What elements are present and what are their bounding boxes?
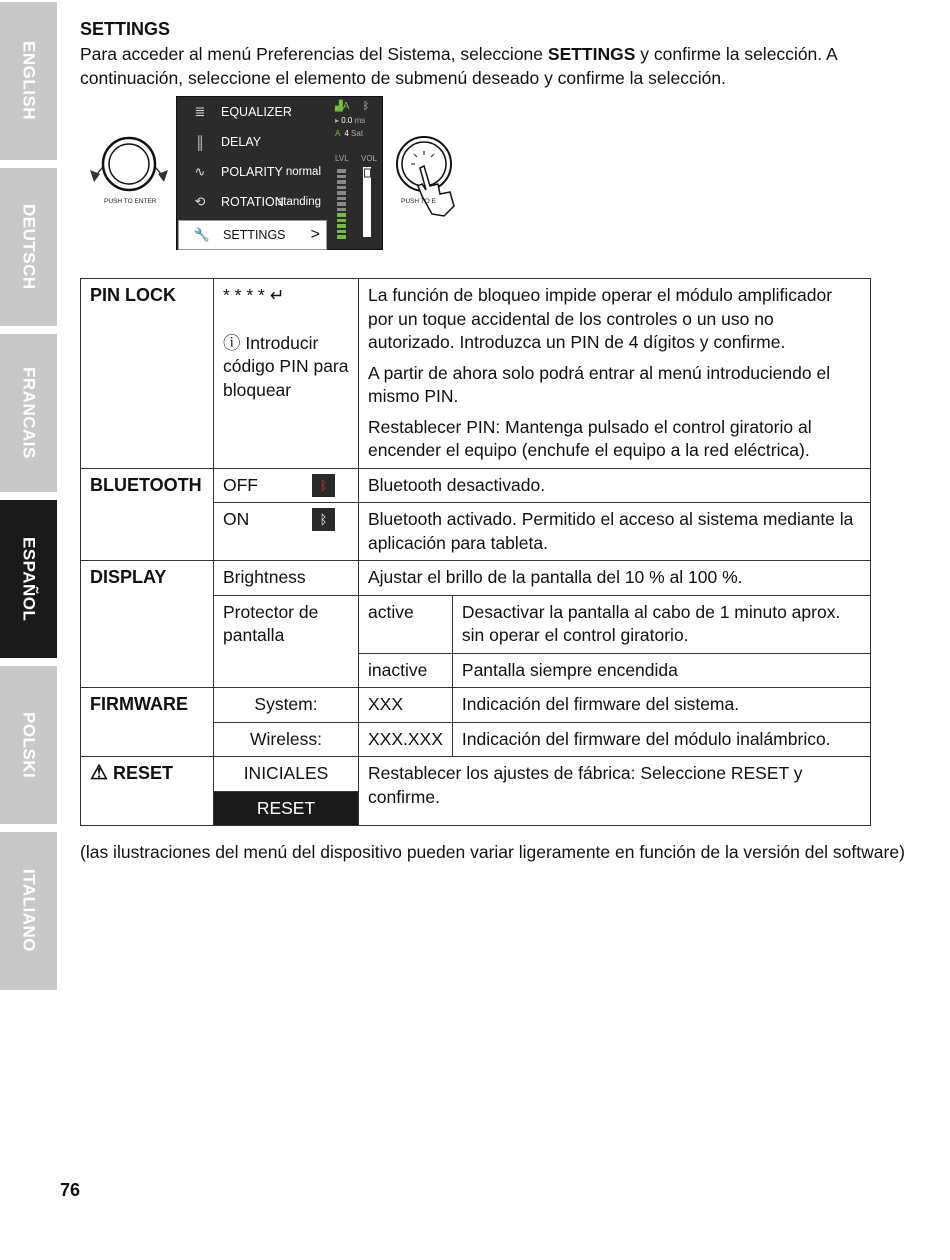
inactive-desc: Pantalla siempre encendida	[452, 653, 870, 688]
delay-readout: ▸ 0.0 ms	[335, 116, 366, 125]
tab-label: ENGLISH	[19, 41, 39, 121]
pin-hint	[223, 332, 349, 403]
bluetooth-off-icon: ᛒ	[312, 474, 335, 497]
display-menu	[177, 97, 327, 250]
system-desc: Indicación del firmware del sistema.	[452, 688, 870, 723]
wireless-desc: Indicación del firmware del módulo inalámbrico.	[452, 722, 870, 757]
preset-num: 4	[344, 129, 349, 138]
row-key: RESET	[112, 763, 173, 783]
row-key: FIRMWARE	[81, 688, 214, 757]
bt-off-cell	[214, 468, 359, 503]
system-value: XXX	[359, 688, 453, 723]
device-display	[176, 96, 383, 250]
tab-label: ITALIANO	[19, 869, 39, 953]
tab-italiano[interactable]	[0, 832, 57, 990]
footnote: (las ilustraciones del menú del dispositivo pueden variar ligeramente en función de la versión del software)	[80, 842, 905, 862]
equalizer-icon: ≣	[194, 104, 206, 119]
menu-item-polarity[interactable]	[177, 157, 327, 187]
initial-label: INICIALES	[214, 757, 359, 792]
brightness-desc: Ajustar el brillo de la pantalla del 10 % al 100 %.	[359, 561, 871, 596]
bt-off-desc: Bluetooth desactivado.	[359, 468, 871, 503]
bt-on-cell	[214, 503, 359, 561]
bt-on-label: ON	[223, 509, 250, 529]
brightness-label: Brightness	[214, 561, 359, 596]
wireless-label: Wireless:	[214, 722, 359, 757]
preset-readout	[335, 129, 363, 138]
menu-item-label: DELAY	[221, 135, 262, 149]
menu-item-label: EQUALIZER	[221, 105, 292, 119]
rotation-icon: ⟲	[194, 194, 206, 209]
settings-table	[80, 278, 871, 826]
preset-name: Sat	[351, 129, 364, 138]
tab-english[interactable]	[0, 2, 57, 160]
menu-item-equalizer[interactable]	[177, 97, 327, 127]
eq-mode-indicator: ▟A	[335, 101, 350, 112]
tab-polski[interactable]	[0, 666, 57, 824]
page-number: 76	[60, 1180, 81, 1200]
warning-icon: ⚠	[90, 762, 108, 784]
vol-label: VOL	[361, 154, 378, 163]
level-meter	[337, 169, 346, 241]
table-row-bluetooth-off	[81, 468, 871, 503]
chevron-right-icon: >	[310, 226, 320, 243]
menu-item-settings[interactable]	[178, 220, 327, 250]
push-to-enter-label: PUSH TO ENTER	[104, 198, 157, 205]
row-key: PIN LOCK	[81, 279, 214, 469]
display-status-panel	[327, 97, 382, 249]
row-key: BLUETOOTH	[81, 468, 214, 561]
bluetooth-icon: ᛒ	[363, 101, 369, 112]
wrench-icon: 🔧	[193, 227, 211, 242]
bt-off-label: OFF	[223, 474, 258, 495]
active-desc: Desactivar la pantalla al cabo de 1 minuto aprox. sin operar el control giratorio.	[452, 595, 870, 653]
delay-value: 0.0	[341, 116, 353, 125]
tab-label: ESPAÑOL	[19, 536, 39, 622]
tab-francais[interactable]	[0, 334, 57, 492]
pin-lock-desc-cell	[359, 279, 871, 469]
lvl-label: LVL	[335, 154, 349, 163]
push-knob-icon	[394, 134, 470, 220]
bt-on-desc: Bluetooth activado. Permitido el acceso al sistema mediante la aplicación para tableta.	[359, 503, 871, 561]
menu-item-rotation[interactable]	[177, 187, 327, 217]
intro-text	[80, 42, 880, 90]
row-key: DISPLAY	[81, 561, 214, 688]
menu-item-value: normal	[285, 166, 321, 178]
intro-part2: y confirme la selección. A continuación, seleccione el elemento de submenú deseado y confirme la selección.	[80, 44, 837, 88]
pin-code: * * * * ↵	[223, 285, 285, 305]
protector-label: Protector de pantalla	[214, 595, 359, 688]
reset-button[interactable]: RESET	[214, 791, 359, 826]
table-row-firmware-system	[81, 688, 871, 723]
system-label: System:	[214, 688, 359, 723]
menu-item-delay[interactable]	[177, 127, 327, 157]
pin-desc-2: A partir de ahora solo podrá entrar al menú introduciendo el mismo PIN.	[368, 362, 831, 406]
pin-desc-3: Restablecer PIN: Mantenga pulsado el control giratorio al encender el equipo (enchufe el equipo a la red eléctrica).	[368, 416, 812, 460]
menu-item-label: ROTATION	[221, 195, 284, 209]
table-row-reset-initial	[81, 757, 871, 792]
push-to-enter-label: PUSH TO E	[401, 198, 436, 205]
wireless-value: XXX.XXX	[359, 722, 453, 757]
tab-espanol[interactable]	[0, 500, 57, 658]
polarity-icon: ∿	[194, 164, 206, 179]
menu-item-value: standing	[277, 196, 321, 208]
reset-key-cell	[81, 757, 214, 826]
info-icon: ⓘ	[223, 332, 241, 353]
intro-part1: Para acceder al menú Preferencias del Sistema, seleccione	[80, 44, 548, 64]
pin-desc-1: La función de bloqueo impide operar el módulo amplificador por un toque accidental de los controles o un uso no autorizado. Introduzca un PIN de 4 dígitos y confirme.	[368, 285, 833, 352]
active-label: active	[359, 595, 453, 653]
bluetooth-on-icon: ᛒ	[312, 508, 335, 531]
preset-value: A	[335, 129, 340, 138]
inactive-label: inactive	[359, 653, 453, 688]
tab-label: POLSKI	[19, 711, 39, 779]
pin-lock-code-cell	[214, 279, 359, 469]
pin-hint-text: Introducir código PIN para bloquear	[223, 332, 349, 400]
delay-icon: ║	[195, 134, 205, 150]
tab-label: DEUTSCH	[19, 204, 39, 290]
intro-bold: SETTINGS	[547, 44, 636, 64]
reset-desc: Restablecer los ajustes de fábrica: Seleccione RESET y confirme.	[359, 757, 871, 826]
section-heading: SETTINGS	[80, 19, 171, 39]
menu-item-label: SETTINGS	[223, 228, 286, 242]
delay-unit: ms	[354, 116, 366, 125]
tab-label: FRANCAIS	[19, 367, 39, 459]
table-row-pin-lock	[81, 279, 871, 469]
rotary-knob-icon	[86, 124, 172, 196]
tab-deutsch[interactable]	[0, 168, 57, 326]
menu-item-label: POLARITY	[221, 165, 283, 179]
eq-mode-value: A	[342, 101, 350, 112]
table-row-display-brightness	[81, 561, 871, 596]
